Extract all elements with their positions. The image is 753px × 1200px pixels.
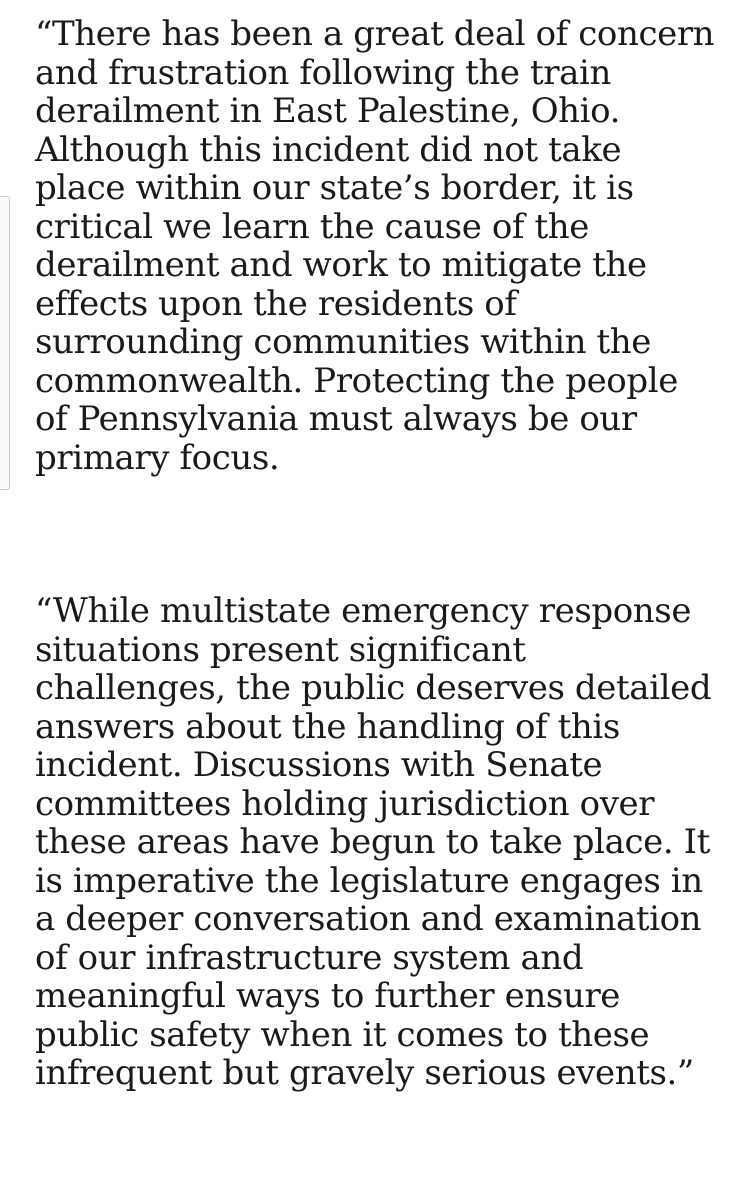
text-line: primary focus. [35,437,280,478]
paragraph-spacer [35,477,747,592]
text-line: a deeper conversation and examination [35,899,702,939]
text-line: derailment and work to mitigate the [35,245,647,285]
text-line: meaningful ways to further ensure [35,976,621,1016]
text-line: is imperative the legislature engages in [35,860,703,901]
text-line: answers about the handling of this [35,706,620,747]
text-line: place within our state’s border, it is [35,168,634,208]
text-line: commonwealth. Protecting the people [35,360,678,401]
article-body [35,15,747,1093]
text-line: derailment in East Palestine, Ohio. [35,91,621,131]
text-line: infrequent but gravely serious events.” [35,1053,694,1093]
text-line: incident. Discussions with Senate [35,745,603,785]
text-line: “There has been a great deal of concern [35,14,715,54]
text-line: Although this incident did not take [35,129,622,170]
text-line: situations present significant [35,629,526,670]
quote-paragraph-2 [35,592,747,1093]
scroll-handle[interactable] [0,196,10,490]
text-line: surrounding communities within the [35,322,651,362]
text-line: and frustration following the train [35,52,611,93]
text-line: of our infrastructure system and [35,937,584,978]
text-line: committees holding jurisdiction over [35,783,655,824]
text-line: critical we learn the cause of the [35,206,589,247]
text-line: challenges, the public deserves detailed [35,668,712,708]
text-line: public safety when it comes to these [35,1014,650,1055]
text-line: these areas have begun to take place. It [35,822,710,862]
quote-paragraph-1 [35,15,747,477]
text-line: of Pennsylvania must always be our [35,399,637,439]
text-line: “While multistate emergency response [35,591,692,631]
text-line: effects upon the residents of [35,283,517,324]
